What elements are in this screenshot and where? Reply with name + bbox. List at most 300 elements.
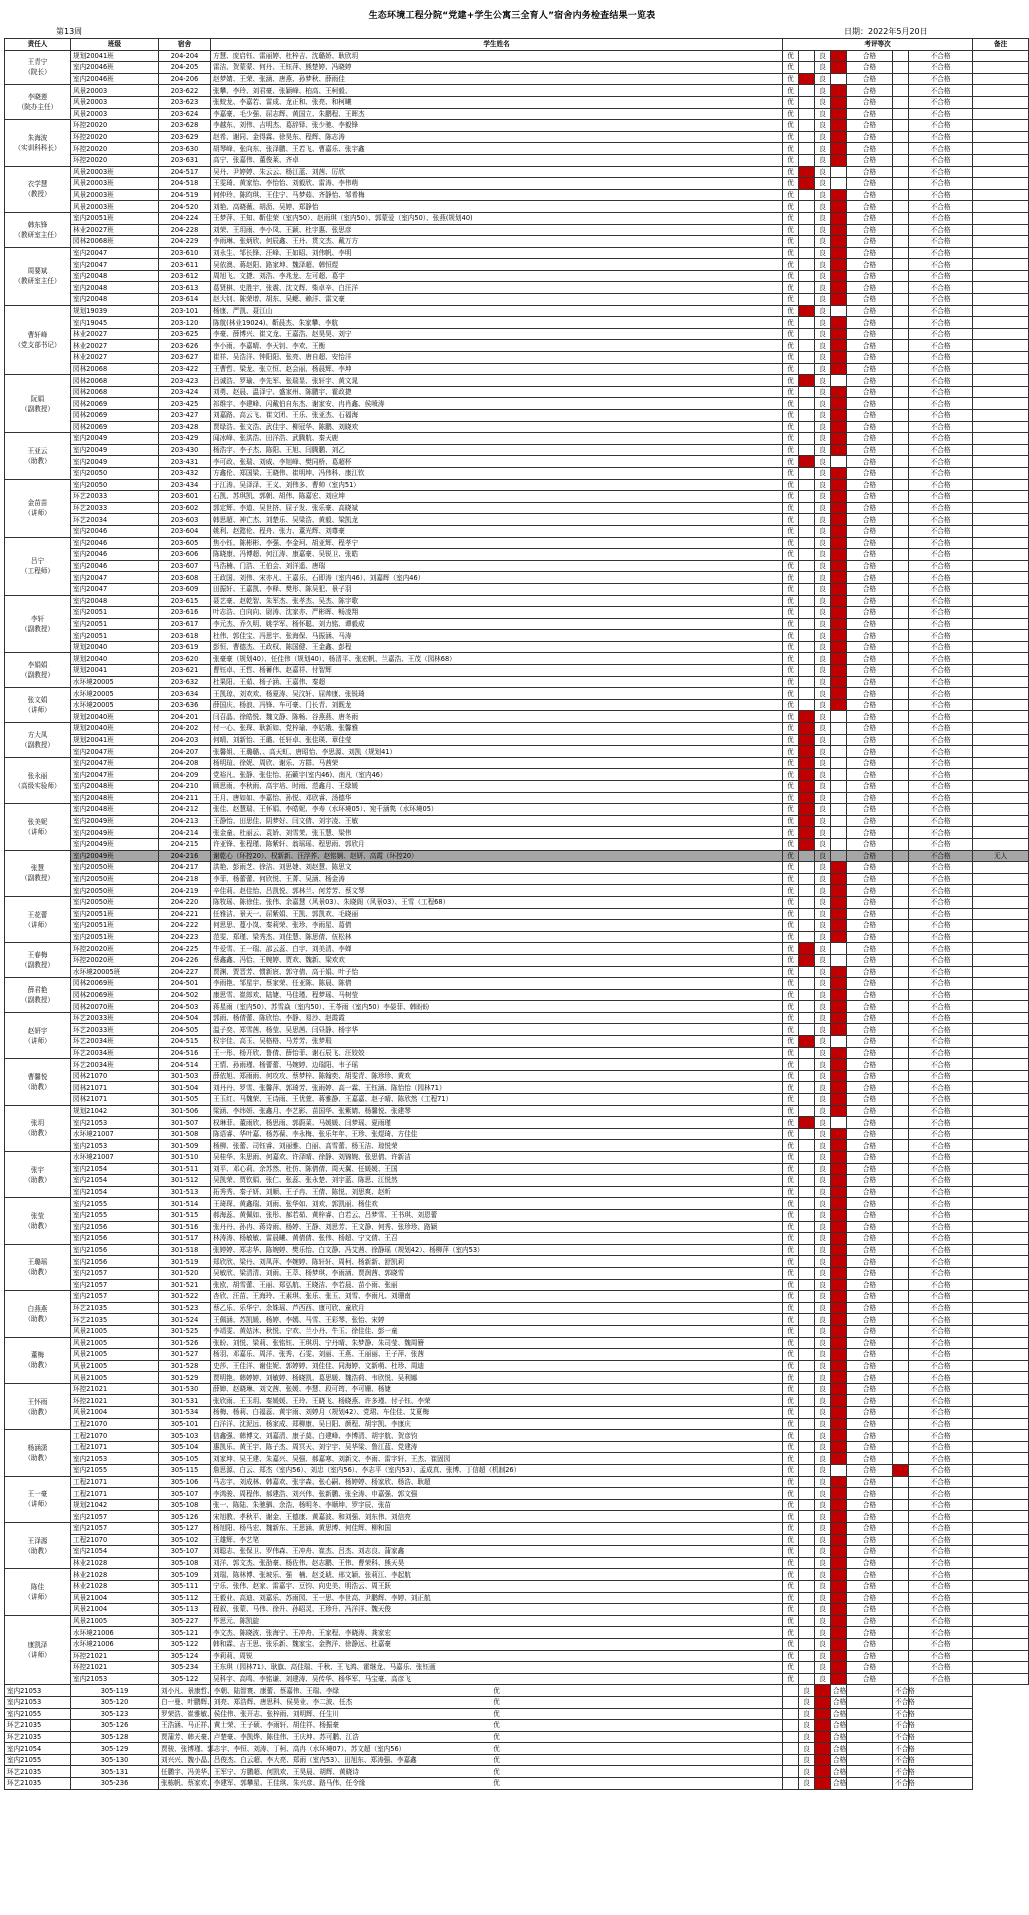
grade-pass-label: 合格 [847,978,893,990]
names-cell: 张豪豪（规划40）、任佳伟（规划40）、杨清平、张宏帆、兰嘉浩、王茂（园林68） [211,653,783,665]
grade-excellent-label: 优 [783,630,799,642]
responsible-line: 王怀雨 [27,1397,48,1406]
class-cell: 室内20049班 [71,850,159,862]
names-cell: 王东琪（园林71）、耿旗、高佳瑞、千秋、王飞鸿、霍继龙、马嘉乐、张钰画 [211,1662,783,1674]
grade-excellent-label: 优 [783,120,799,132]
grade-excellent-label: 优 [783,920,799,932]
class-cell: 室内20050 [71,467,159,479]
names-cell: 王凯琼、刘欢欢、杨夏涛、吴汶轩、屈帅康、张锐琦 [211,688,783,700]
grade-excellent-mark [799,1152,815,1164]
grade-excellent-label: 优 [783,1233,799,1245]
grade-excellent-label: 优 [783,1291,799,1303]
class-cell: 环艺20033班 [71,1024,159,1036]
class-cell: 室内21053 [71,1140,159,1152]
grade-good-label: 良 [815,734,831,746]
grade-good-mark [831,804,847,816]
grade-excellent-label: 优 [783,1430,799,1442]
names-cell: 田振轩、王嘉凯、李释、樊彤、陈吴犯、景子羽 [211,583,783,595]
grade-pass-mark [893,1580,909,1592]
names-cell: 白洋洋、沈泥远、杨家成、郑柳康、吴日阳、颜程、胡宇凯、李康庆 [211,1418,783,1430]
grade-pass-label: 合格 [847,154,893,166]
grade-pass-label: 合格 [847,1291,893,1303]
grade-excellent-label: 优 [783,896,799,908]
dorm-cell: 204-516 [159,1047,211,1059]
grade-pass-label: 合格 [847,1499,893,1511]
grade-excellent-label: 优 [783,1325,799,1337]
remark-cell [973,352,1029,364]
grade-excellent-label: 优 [783,444,799,456]
grade-excellent-mark [799,1627,815,1639]
grade-pass-mark [893,386,909,398]
grade-good-mark [831,108,847,120]
names-cell: 杜果阳、王茹、杨子涵、王嘉伟、秦超 [211,676,783,688]
grade-pass-label: 合格 [847,1047,893,1059]
grade-excellent-mark [799,1233,815,1245]
grade-excellent-label: 优 [783,212,799,224]
grade-excellent-mark [799,1569,815,1581]
class-cell: 风景20003 [71,96,159,108]
grade-pass-mark [893,572,909,584]
table-row [5,1140,1029,1152]
grade-good-label: 良 [815,1337,831,1349]
grade-fail-label: 不合格 [909,688,973,700]
table-row [5,1731,1029,1743]
grade-pass-mark [893,966,909,978]
grade-excellent-label: 优 [783,1395,799,1407]
dorm-cell: 305-129 [71,1743,159,1755]
grade-excellent-mark [799,525,815,537]
remark-cell [973,1186,1029,1198]
grade-good-label: 良 [815,1418,831,1430]
grade-fail-label: 不合格 [909,421,973,433]
class-cell: 室内21056 [71,1221,159,1233]
names-cell: 贾蒲芳、韩天豪、卢楚豪、李凯烨、陈佳伟、王庆坤、苏可鹏、江浩 [159,1731,211,1743]
table-row [5,757,1029,769]
grade-excellent-mark [799,259,815,271]
grade-good-mark [831,340,847,352]
names-cell: 韩和霖、吉王思、张乐新、魏家宝、金煦洋、徐静远、杜嘉豪 [211,1638,783,1650]
table-row [5,270,1029,282]
document-title: 生态环境工程分院“党建+学生公寓三全育人”宿舍内务检查结果一览表 [368,11,656,21]
grade-pass-label: 合格 [831,1685,847,1697]
grade-good-label: 良 [815,166,831,178]
grade-good-mark [831,1638,847,1650]
dorm-cell: 305-108 [159,1557,211,1569]
class-cell: 水环境21006 [71,1638,159,1650]
grade-pass-label: 合格 [847,943,893,955]
class-cell: 室内21055 [5,1708,71,1720]
grade-good-label: 良 [815,792,831,804]
grade-good-mark [831,1059,847,1071]
grade-good-mark [831,734,847,746]
responsible-line: （讲师） [24,1593,51,1602]
table-row [5,595,1029,607]
remark-cell [973,630,1029,642]
grade-excellent-mark [799,1557,815,1569]
grade-excellent-mark [799,792,815,804]
class-cell: 园林20069 [71,421,159,433]
grade-good-label: 良 [815,966,831,978]
names-cell: 洪艳、彭雨芝、徐洁、刘思婕、刘赵慧、陈思文 [211,862,783,874]
class-cell: 室内20050 [71,479,159,491]
remark-cell [973,502,1029,514]
grade-good-label: 良 [799,1731,815,1743]
grade-fail-label: 不合格 [909,1546,973,1558]
grade-excellent-label: 优 [783,1662,799,1674]
class-cell: 室内21057 [71,1511,159,1523]
grade-good-label: 良 [815,1349,831,1361]
grade-pass-mark [893,665,909,677]
grade-pass-mark [893,1511,909,1523]
grade-fail-label: 不合格 [909,804,973,816]
grade-good-mark [815,1696,831,1708]
grade-good-label: 良 [815,305,831,317]
grade-pass-mark [893,1059,909,1071]
class-cell: 室内21053 [71,1673,159,1685]
grade-good-mark [831,212,847,224]
dorm-cell: 301-516 [159,1221,211,1233]
dorm-cell: 301-506 [159,1105,211,1117]
grade-excellent-label: 优 [783,270,799,282]
remark-cell [973,1627,1029,1639]
responsible-cell [5,537,71,595]
responsible-line: （副教授） [21,740,54,749]
responsible-cell [5,595,71,653]
names-cell: 杜伟、郭佳宝、冯思宇、张海保、马振涵、马涛 [211,630,783,642]
grade-excellent-label: 优 [783,1070,799,1082]
table-row [5,73,1029,85]
grade-good-label: 良 [815,1441,831,1453]
class-cell: 园林20068 [71,363,159,375]
names-cell: 李莉莉、周锐 [211,1650,783,1662]
grade-good-mark [831,1662,847,1674]
dorm-cell: 203-617 [159,618,211,630]
grade-pass-label: 合格 [847,827,893,839]
grade-good-label: 良 [815,108,831,120]
remark-cell [973,1163,1029,1175]
names-cell: 付一心、张琛、耿新如、党梓瑜、李姑娥、张馨雅 [211,723,783,735]
responsible-line: 吕宁 [30,557,45,566]
grade-good-label: 良 [815,502,831,514]
grade-pass-mark [893,1441,909,1453]
grade-fail-label: 不合格 [909,1430,973,1442]
grade-fail-label: 不合格 [909,1094,973,1106]
grade-good-label: 良 [815,525,831,537]
grade-pass-mark [893,525,909,537]
grade-good-mark [831,224,847,236]
grade-excellent-mark [799,1128,815,1140]
grade-pass-label: 合格 [847,792,893,804]
class-cell: 室内21057 [71,1523,159,1535]
names-cell: 张栋帆、蔡家欢、李建军、郭攀星、王佳琪、朱兴彦、路马伟、任令缘 [159,1778,211,1790]
table-row [5,1650,1029,1662]
grade-fail-label: 不合格 [909,154,973,166]
grade-good-label: 良 [815,1314,831,1326]
grade-excellent-mark [799,1407,815,1419]
class-cell: 室内20049班 [71,815,159,827]
dorm-cell: 305-113 [159,1604,211,1616]
remark-cell [973,1175,1029,1187]
dorm-cell: 305-101 [159,1418,211,1430]
class-cell: 环控21021 [71,1383,159,1395]
remark-cell [973,838,1029,850]
responsible-line: （党支部书记） [14,340,61,349]
grade-pass-label: 合格 [847,282,893,294]
subheader [4,26,1020,38]
grade-excellent-label: 优 [783,1059,799,1071]
grade-fail-label: 不合格 [909,467,973,479]
grade-good-mark [831,1012,847,1024]
grade-pass-label: 合格 [847,1627,893,1639]
remark-cell [909,1696,973,1708]
class-cell: 规划20040 [71,653,159,665]
grade-pass-label: 合格 [847,1233,893,1245]
class-cell: 室内21056 [71,1244,159,1256]
dorm-cell: 203-603 [159,514,211,526]
grade-excellent-label: 优 [783,1488,799,1500]
table-row [5,85,1029,97]
grade-pass-label: 合格 [847,1059,893,1071]
grade-pass-mark [893,1012,909,1024]
grade-excellent-label: 优 [211,1708,783,1720]
names-cell: 何仲玲、陈昀琪、王佳宁、马梦茹、齐静怡、邹希梅 [211,189,783,201]
responsible-line: 杨涵潇 [27,1443,48,1452]
class-cell: 工程21070 [71,1534,159,1546]
grade-excellent-label: 优 [211,1778,783,1790]
grade-fail-label: 不合格 [909,1337,973,1349]
grade-excellent-mark [799,560,815,572]
remark-cell [973,154,1029,166]
remark-cell [973,1105,1029,1117]
grade-pass-label: 合格 [847,1523,893,1535]
grade-good-label: 良 [815,1499,831,1511]
class-cell: 室内21056 [71,1256,159,1268]
remark-cell [973,1430,1029,1442]
dorm-cell: 203-614 [159,294,211,306]
grade-excellent-label: 优 [783,1012,799,1024]
grade-fail-label: 不合格 [909,514,973,526]
names-cell: 石凯、苏琪凯、郭朝、胡伟、陈嘉宏、刘应坤 [211,491,783,503]
names-cell: 郭雨、杨倩蕾、陈欣怡、李静、易沙、赵霞霞 [211,1012,783,1024]
table-row [5,618,1029,630]
class-cell: 室内20051班 [71,931,159,943]
grade-fail-label: 不合格 [909,746,973,758]
grade-good-label: 良 [815,1592,831,1604]
table-row [5,641,1029,653]
grade-excellent-label: 优 [783,1360,799,1372]
table-row [5,1163,1029,1175]
grade-excellent-mark [799,746,815,758]
grade-good-label: 良 [815,154,831,166]
grade-pass-label: 合格 [847,1580,893,1592]
table-row [5,1325,1029,1337]
class-cell: 室内20046 [71,560,159,572]
grade-pass-mark [893,1534,909,1546]
dorm-cell: 203-626 [159,340,211,352]
grade-fail-label: 不合格 [909,978,973,990]
grade-excellent-label: 优 [783,236,799,248]
grade-pass-mark [893,560,909,572]
names-cell: 吴凯荣、贾钦娟、张仁、张蕊、张永楚、刘宇蓝、陈思、江悦然 [211,1175,783,1187]
grade-excellent-mark [799,201,815,213]
class-cell: 风景20003 [71,85,159,97]
grade-pass-label: 合格 [847,1349,893,1361]
grade-pass-label: 合格 [847,131,893,143]
grade-fail-label: 不合格 [909,1024,973,1036]
grade-pass-label: 合格 [847,1152,893,1164]
grade-excellent-mark [799,491,815,503]
dorm-cell: 203-602 [159,502,211,514]
names-cell: 张佳、赵慧瑞、王怀娟、李皓妮、李寿（水环境05）、宛千涵隽（水环境05） [211,804,783,816]
grade-excellent-label: 优 [783,1105,799,1117]
grade-pass-label: 合格 [847,630,893,642]
class-cell: 园林20069 [71,398,159,410]
grade-excellent-label: 优 [783,908,799,920]
responsible-line: （助教） [24,1546,51,1555]
grade-excellent-mark [799,1279,815,1291]
grade-excellent-mark [799,1082,815,1094]
grade-excellent-label: 优 [783,815,799,827]
grade-excellent-label: 优 [783,1465,799,1477]
table-row [5,1476,1029,1488]
grade-pass-label: 合格 [847,502,893,514]
grade-excellent-mark [799,1291,815,1303]
names-cell: 杨柳、张蕾、司钰睿、刘丽雅、白丽、高雪蕾、杨玉洁、琼悦荣 [211,1140,783,1152]
grade-good-mark [831,1453,847,1465]
grade-good-label: 良 [815,757,831,769]
class-cell: 环艺21035 [5,1720,71,1732]
grade-pass-mark [893,1186,909,1198]
dorm-cell: 305-107 [159,1546,211,1558]
grade-good-label: 良 [815,665,831,677]
names-cell: 刘瑞、陈林博、张坡乐、强 楠、赵爻琥、邢文颖、张莉江、李起航 [211,1569,783,1581]
grade-fail-label: 不合格 [893,1720,909,1732]
grade-good-label: 良 [815,1662,831,1674]
table-row [5,769,1029,781]
responsible-line: （讲师） [24,827,51,836]
names-cell: 郭定辉、李道、吴世挤、屈子发、张乐豪、高晓斌 [211,502,783,514]
grade-fail-label: 不合格 [909,1256,973,1268]
grade-good-mark [831,1430,847,1442]
table-row [5,1209,1029,1221]
grade-pass-mark [893,1383,909,1395]
dorm-cell: 203-432 [159,467,211,479]
grade-pass-mark [893,1360,909,1372]
grade-fail-label: 不合格 [909,711,973,723]
class-cell: 室内20048 [71,282,159,294]
grade-pass-mark [893,178,909,190]
grade-pass-label: 合格 [847,247,893,259]
grade-pass-mark [893,50,909,62]
class-cell: 园林21071 [71,1082,159,1094]
table-row [5,896,1029,908]
grade-pass-label: 合格 [847,1662,893,1674]
grade-good-label: 良 [815,920,831,932]
remark-cell [973,1291,1029,1303]
grade-good-mark [831,1557,847,1569]
table-row [5,363,1029,375]
grade-pass-label: 合格 [847,386,893,398]
grade-pass-mark [893,1047,909,1059]
grade-excellent-label: 优 [783,96,799,108]
grade-pass-mark [893,352,909,364]
grade-excellent-mark [799,572,815,584]
grade-excellent-label: 优 [783,954,799,966]
table-row [5,479,1029,491]
names-cell: 李雨琳、张炳欣、何辰鑫、王丹、贯文杰、戴万方 [211,236,783,248]
grade-fail-label: 不合格 [909,537,973,549]
remark-cell [973,1580,1029,1592]
grade-excellent-label: 优 [783,1140,799,1152]
table-row [5,1604,1029,1616]
inspection-table [4,38,1029,1790]
grade-pass-mark [893,746,909,758]
grade-pass-mark [847,1720,893,1732]
names-cell: 蒋星雨（室内50）、苏雪焱（室内50）、王苓雨（室内50）李晏菲、韩盼盼 [211,1001,783,1013]
responsible-cell [5,1569,71,1615]
grade-fail-label: 不合格 [909,1267,973,1279]
table-row [5,1001,1029,1013]
grade-excellent-label: 优 [783,641,799,653]
grade-fail-label: 不合格 [909,1001,973,1013]
class-cell: 园林21070 [71,1070,159,1082]
grade-pass-label: 合格 [847,1465,893,1477]
grade-excellent-mark [799,688,815,700]
grade-pass-mark [893,1314,909,1326]
responsible-line: （副教授） [21,624,54,633]
class-cell: 室内20049 [71,433,159,445]
names-cell: 杏欣、汪苗、王海玲、王素琪、张乐、张玉、刘雪、李雨凡、刘珊南 [211,1291,783,1303]
responsible-line: 王春梅 [27,951,48,960]
table-row [5,421,1029,433]
names-cell: 刘聪志、张保卫、罗伟森、王冲舟、崔杰、吕杰、刘志良、蒲家鑫 [211,1546,783,1558]
grade-pass-label: 合格 [847,1441,893,1453]
grade-excellent-label: 优 [783,1001,799,1013]
table-row [5,178,1029,190]
grade-excellent-label: 优 [783,723,799,735]
table-row [5,410,1029,422]
grade-pass-label: 合格 [847,653,893,665]
grade-excellent-mark [783,1685,799,1697]
responsible-cell [5,1337,71,1383]
grade-excellent-label: 优 [783,1476,799,1488]
dorm-cell: 203-606 [159,549,211,561]
grade-fail-label: 不合格 [909,757,973,769]
grade-pass-label: 合格 [831,1754,847,1766]
class-cell: 环控20020班 [71,954,159,966]
grade-pass-mark [893,1117,909,1129]
table-row [5,931,1029,943]
grade-excellent-label: 优 [783,1638,799,1650]
remark-cell [973,1511,1029,1523]
grade-excellent-mark [799,989,815,1001]
class-cell: 室内20047 [71,583,159,595]
dorm-cell: 305-122 [159,1638,211,1650]
grade-good-label: 良 [815,862,831,874]
grade-excellent-mark [799,340,815,352]
names-cell: 陈航(林业19024)、靳晨杰、朱家攀、李航 [211,317,783,329]
grade-good-mark [815,1754,831,1766]
responsible-line: （副教授） [21,961,54,970]
grade-good-label: 良 [815,1302,831,1314]
table-row [5,143,1029,155]
remark-cell [973,1395,1029,1407]
grade-pass-mark [893,1163,909,1175]
names-cell: 牛爱雪、王一瑞、邵云蕊、白宇、刘美清、李婵 [211,943,783,955]
grade-excellent-mark [799,305,815,317]
grade-good-label: 良 [815,1128,831,1140]
grade-excellent-label: 优 [783,792,799,804]
